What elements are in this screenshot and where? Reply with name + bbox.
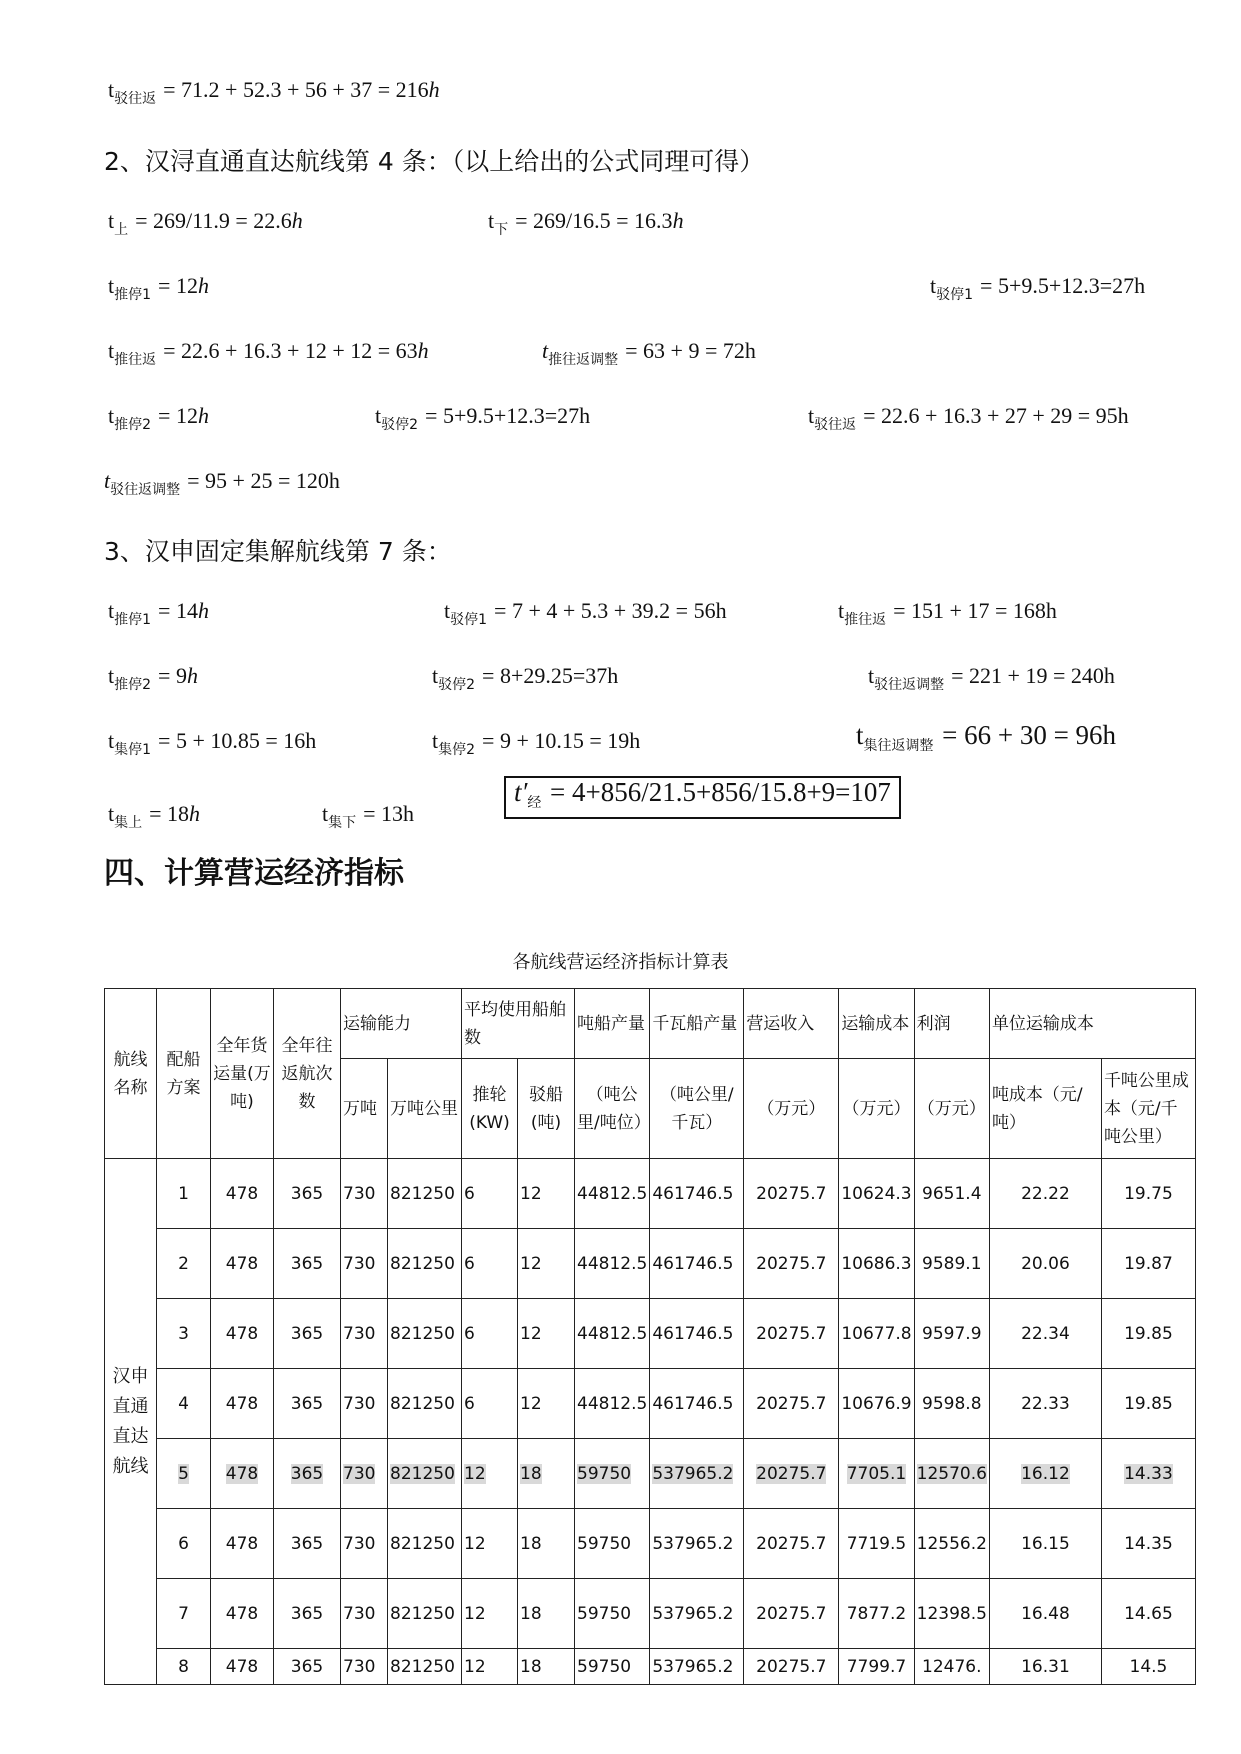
formula-t-tui-ting1-r7: $t_{推停1} = 14h$ xyxy=(108,598,209,628)
formula-t-ji-down: $t_{集下} = 13h$ xyxy=(322,801,415,831)
table-cell: 12476. xyxy=(914,1649,989,1685)
table-cell: 478 xyxy=(211,1579,274,1649)
header-cost: 运输成本 xyxy=(839,989,914,1059)
table-cell: 19.87 xyxy=(1101,1229,1195,1299)
table-cell: 478 xyxy=(211,1649,274,1685)
table-row xyxy=(105,1439,1196,1509)
table-cell: 478 xyxy=(211,1299,274,1369)
formula-t-bo-wangfan-adjusted-r7: $t_{驳往返调整} = 221 + 19 = 240h$ xyxy=(868,663,1115,693)
formula-t-tui-wangfan-adjusted: $t_{推往返调整} = 63 + 9 = 72h$ xyxy=(542,338,756,368)
table-cell: 821250 xyxy=(388,1649,462,1685)
table-cell: 10677.8 xyxy=(839,1299,914,1369)
formula-t-tui-wangfan-r7: $t_{推往返} = 151 + 17 = 168h$ xyxy=(838,598,1057,628)
table-cell: 59750 xyxy=(575,1649,650,1685)
header-cap-wtkm: 万吨公里 xyxy=(388,1059,462,1159)
table-cell: 5 xyxy=(157,1439,211,1509)
table-cell: 20275.7 xyxy=(744,1369,839,1439)
table-row xyxy=(105,1229,1196,1299)
formula-t-bo-ting1: $t_{驳停1} = 5+9.5+12.3=27h$ xyxy=(930,273,1146,303)
table-cell: 2 xyxy=(157,1229,211,1299)
table-cell: 12556.2 xyxy=(914,1509,989,1579)
table-cell: 19.85 xyxy=(1101,1369,1195,1439)
table-cell: 10676.9 xyxy=(839,1369,914,1439)
table-cell: 18 xyxy=(518,1649,575,1685)
table-cell: 59750 xyxy=(575,1579,650,1649)
formula-t-bo-ting2-r7: $t_{驳停2} = 8+29.25=37h$ xyxy=(432,663,619,693)
table-cell: 461746.5 xyxy=(650,1159,744,1229)
table-row xyxy=(105,1159,1196,1229)
formula-t-ji-wangfan-adjusted: $t_{集往返调整} = 66 + 30 = 96h$ xyxy=(856,720,1117,754)
table-cell: 20275.7 xyxy=(744,1159,839,1229)
table-cell: 537965.2 xyxy=(650,1579,744,1649)
table-cell: 9651.4 xyxy=(914,1159,989,1229)
table-cell: 12 xyxy=(518,1299,575,1369)
table-cell: 478 xyxy=(211,1439,274,1509)
table-cell: 7877.2 xyxy=(839,1579,914,1649)
table-cell: 821250 xyxy=(388,1369,462,1439)
header-cost-unit: （万元） xyxy=(839,1059,914,1159)
header-profit: 利润 xyxy=(914,989,989,1059)
header-avg-ships: 平均使用船舶数 xyxy=(462,989,575,1059)
table-cell: 365 xyxy=(274,1509,341,1579)
table-cell: 6 xyxy=(462,1229,518,1299)
table-cell: 44812.5 xyxy=(575,1369,650,1439)
table-cell: 6 xyxy=(157,1509,211,1579)
formula-t-ji-ting2: $t_{集停2} = 9 + 10.15 = 19h$ xyxy=(432,728,641,758)
formula-t-down: $t_下 = 269/16.5 = 16.3h$ xyxy=(488,208,684,238)
formula-t-ji-ting1: $t_{集停1} = 5 + 10.85 = 16h$ xyxy=(108,728,317,758)
table-cell: 12 xyxy=(518,1369,575,1439)
table-cell: 22.22 xyxy=(989,1159,1101,1229)
table-cell: 22.33 xyxy=(989,1369,1101,1439)
table-cell: 20.06 xyxy=(989,1229,1101,1299)
table-cell: 365 xyxy=(274,1299,341,1369)
table-cell: 20275.7 xyxy=(744,1229,839,1299)
table-cell: 20275.7 xyxy=(744,1649,839,1685)
table-caption: 各航线营运经济指标计算表 xyxy=(512,952,729,973)
table-cell: 365 xyxy=(274,1159,341,1229)
table-cell: 537965.2 xyxy=(650,1509,744,1579)
header-kw-output-unit: （吨公里/千瓦） xyxy=(650,1059,744,1159)
table-cell: 20275.7 xyxy=(744,1439,839,1509)
table-cell: 14.5 xyxy=(1101,1649,1195,1685)
table-cell: 6 xyxy=(462,1369,518,1439)
header-ton-output-unit: （吨公里/吨位） xyxy=(575,1059,650,1159)
table-cell: 821250 xyxy=(388,1579,462,1649)
formula-t-tui-wangfan: $t_{推往返} = 22.6 + 16.3 + 12 + 12 = 63h$ xyxy=(108,338,429,368)
table-cell: 6 xyxy=(462,1299,518,1369)
header-revenue-unit: （万元） xyxy=(744,1059,839,1159)
table-cell: 365 xyxy=(274,1579,341,1649)
table-cell: 821250 xyxy=(388,1159,462,1229)
table-cell: 1 xyxy=(157,1159,211,1229)
table-cell: 16.31 xyxy=(989,1649,1101,1685)
economic-indicator-table xyxy=(104,988,1196,1685)
table-cell: 730 xyxy=(341,1299,388,1369)
table-row xyxy=(105,1299,1196,1369)
header-route: 航线名称 xyxy=(105,989,157,1159)
table-cell: 44812.5 xyxy=(575,1229,650,1299)
table-cell: 7 xyxy=(157,1579,211,1649)
table-cell: 19.85 xyxy=(1101,1299,1195,1369)
table-cell: 365 xyxy=(274,1649,341,1685)
table-cell: 12398.5 xyxy=(914,1579,989,1649)
header-tug: 推轮(KW) xyxy=(462,1059,518,1159)
table-cell: 18 xyxy=(518,1509,575,1579)
table-cell: 10624.3 xyxy=(839,1159,914,1229)
table-row xyxy=(105,1369,1196,1439)
table-cell: 44812.5 xyxy=(575,1159,650,1229)
table-cell: 4 xyxy=(157,1369,211,1439)
formula-t-bo-wangfan-adjusted: $t_{驳往返调整} = 95 + 25 = 120h$ xyxy=(104,468,340,498)
table-cell: 20275.7 xyxy=(744,1579,839,1649)
table-row xyxy=(105,1649,1196,1685)
table-cell: 14.35 xyxy=(1101,1509,1195,1579)
table-cell: 821250 xyxy=(388,1439,462,1509)
table-cell: 16.15 xyxy=(989,1509,1101,1579)
table-cell: 14.65 xyxy=(1101,1579,1195,1649)
formula-t-tui-ting1: $t_{推停1} = 12h$ xyxy=(108,273,209,303)
table-cell: 478 xyxy=(211,1369,274,1439)
table-cell: 59750 xyxy=(575,1509,650,1579)
table-cell: 22.34 xyxy=(989,1299,1101,1369)
route-name-cell: 汉申直通直达航线 xyxy=(105,1159,157,1685)
table-cell: 59750 xyxy=(575,1439,650,1509)
table-cell: 730 xyxy=(341,1649,388,1685)
table-cell: 12 xyxy=(462,1439,518,1509)
table-cell: 7799.7 xyxy=(839,1649,914,1685)
table-cell: 7719.5 xyxy=(839,1509,914,1579)
table-cell: 9589.1 xyxy=(914,1229,989,1299)
formula-t-tui-ting2: $t_{推停2} = 12h$ xyxy=(108,403,209,433)
table-cell: 20275.7 xyxy=(744,1299,839,1369)
table-cell: 16.48 xyxy=(989,1579,1101,1649)
table-cell: 19.75 xyxy=(1101,1159,1195,1229)
header-ktkm-cost: 千吨公里成本（元/千吨公里） xyxy=(1101,1059,1195,1159)
table-cell: 365 xyxy=(274,1229,341,1299)
table-cell: 537965.2 xyxy=(650,1439,744,1509)
table-cell: 365 xyxy=(274,1439,341,1509)
table-cell: 12570.6 xyxy=(914,1439,989,1509)
table-cell: 10686.3 xyxy=(839,1229,914,1299)
table-cell: 7705.1 xyxy=(839,1439,914,1509)
header-scheme: 配船方案 xyxy=(157,989,211,1159)
table-cell: 821250 xyxy=(388,1229,462,1299)
table-cell: 12 xyxy=(518,1159,575,1229)
table-cell: 821250 xyxy=(388,1299,462,1369)
table-cell: 18 xyxy=(518,1439,575,1509)
header-profit-unit: （万元） xyxy=(914,1059,989,1159)
formula-t-bo-ting1-r7: $t_{驳停1} = 7 + 4 + 5.3 + 39.2 = 56h$ xyxy=(444,598,727,628)
table-cell: 9597.9 xyxy=(914,1299,989,1369)
header-revenue: 营运收入 xyxy=(744,989,839,1059)
table-cell: 730 xyxy=(341,1509,388,1579)
table-cell: 461746.5 xyxy=(650,1229,744,1299)
table-cell: 730 xyxy=(341,1159,388,1229)
table-cell: 12 xyxy=(462,1649,518,1685)
header-kw-output: 千瓦船产量 xyxy=(650,989,744,1059)
formula-t-ji-up: $t_{集上} = 18h$ xyxy=(108,801,201,831)
table-cell: 16.12 xyxy=(989,1439,1101,1509)
table-cell: 12 xyxy=(518,1229,575,1299)
header-voyages: 全年往返航次数 xyxy=(274,989,341,1159)
header-ton-output: 吨船产量 xyxy=(575,989,650,1059)
formula-t-up: $t_上 = 269/11.9 = 22.6h$ xyxy=(108,208,303,238)
table-cell: 3 xyxy=(157,1299,211,1369)
table-cell: 478 xyxy=(211,1159,274,1229)
table-cell: 461746.5 xyxy=(650,1369,744,1439)
heading-route-4: 2、汉浔直通直达航线第 4 条：（以上给出的公式同理可得） xyxy=(104,147,765,176)
table-row xyxy=(105,1509,1196,1579)
table-cell: 537965.2 xyxy=(650,1649,744,1685)
header-capacity: 运输能力 xyxy=(341,989,462,1059)
table-cell: 44812.5 xyxy=(575,1299,650,1369)
table-cell: 730 xyxy=(341,1229,388,1299)
table-cell: 730 xyxy=(341,1369,388,1439)
formula-t-tui-ting2-r7: $t_{推停2} = 9h$ xyxy=(108,663,198,693)
header-unit-cost: 单位运输成本 xyxy=(989,989,1195,1059)
table-cell: 365 xyxy=(274,1369,341,1439)
table-cell: 12 xyxy=(462,1579,518,1649)
section-4-title: 四、计算营运经济指标 xyxy=(104,856,404,891)
formula-t-bo-wangfan: $t_{驳往返} = 71.2 + 52.3 + 56 + 37 = 216h$ xyxy=(108,77,440,107)
table-cell: 18 xyxy=(518,1579,575,1649)
table-cell: 730 xyxy=(341,1579,388,1649)
table-cell: 730 xyxy=(341,1439,388,1509)
formula-t-bo-wangfan-2: $t_{驳往返} = 22.6 + 16.3 + 27 + 29 = 95h$ xyxy=(808,403,1129,433)
table-cell: 461746.5 xyxy=(650,1299,744,1369)
heading-route-7: 3、汉申固定集解航线第 7 条： xyxy=(104,537,452,566)
table-cell: 478 xyxy=(211,1509,274,1579)
header-ton-cost: 吨成本（元/吨） xyxy=(989,1059,1101,1159)
table-cell: 821250 xyxy=(388,1509,462,1579)
table-cell: 8 xyxy=(157,1649,211,1685)
header-annual-cargo: 全年货运量(万吨) xyxy=(211,989,274,1159)
formula-t-jing-boxed: $t'_经 = 4+856/21.5+856/15.8+9=107$ xyxy=(504,776,901,819)
header-cap-wt: 万吨 xyxy=(341,1059,388,1159)
table-row xyxy=(105,1579,1196,1649)
table-cell: 20275.7 xyxy=(744,1509,839,1579)
table-cell: 478 xyxy=(211,1229,274,1299)
table-cell: 9598.8 xyxy=(914,1369,989,1439)
table-cell: 14.33 xyxy=(1101,1439,1195,1509)
table-cell: 6 xyxy=(462,1159,518,1229)
table-cell: 12 xyxy=(462,1509,518,1579)
formula-t-bo-ting2: $t_{驳停2} = 5+9.5+12.3=27h$ xyxy=(375,403,591,433)
header-barge: 驳船(吨) xyxy=(518,1059,575,1159)
